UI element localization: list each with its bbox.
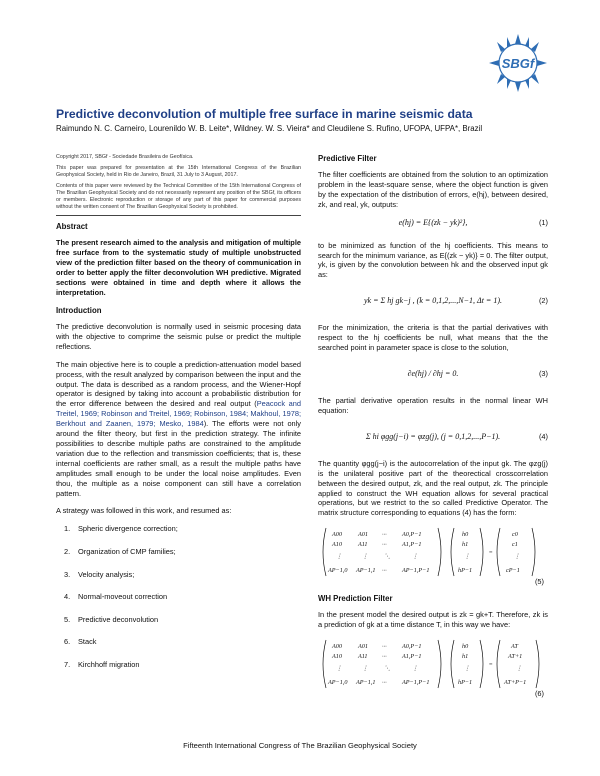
introduction-heading: Introduction: [56, 306, 102, 315]
divider: [56, 215, 301, 216]
svg-text:···: ···: [382, 643, 387, 651]
svg-text:A11: A11: [358, 541, 368, 549]
page-footer: Fifteenth International Congress of The Brazilian Geophysical Society: [183, 741, 417, 750]
paper-title: Predictive deconvolution of multiple free surface in marine seismic data: [56, 107, 473, 121]
pf-paragraph-2: to be minimized as function of the hj coefficients. This means to search for the minimum variance, as E{(zk − yk)} = 0. The filter output, yk, is given by the convolution between hk and the observed input gk as:: [318, 240, 548, 280]
svg-text:h1: h1: [462, 653, 469, 661]
list-item: 1. Spheric divergence correction;: [64, 524, 178, 534]
svg-text:A11: A11: [358, 653, 368, 661]
svg-text:c1: c1: [512, 541, 518, 549]
svg-text:A01: A01: [358, 531, 368, 539]
svg-text:h0: h0: [462, 531, 469, 539]
svg-text:=: =: [489, 661, 493, 669]
equation-2: yk = Σ hj gk−j , (k = 0,1,2,...,N−1, Δt = 1). (2): [364, 296, 548, 306]
svg-text:A0,P−1: A0,P−1: [402, 531, 422, 539]
svg-text:AP−1,P−1: AP−1,P−1: [402, 567, 430, 575]
svg-text:⋮: ⋮: [514, 553, 521, 561]
list-item: 5. Predictive deconvolution: [64, 614, 159, 624]
svg-text:A1,P−1: A1,P−1: [402, 541, 422, 549]
svg-text:⋮: ⋮: [412, 665, 419, 673]
svg-text:h1: h1: [462, 541, 469, 549]
svg-text:AT+1: AT+1: [508, 653, 523, 661]
predictive-filter-heading: Predictive Filter: [318, 154, 377, 163]
intro-paragraph-2-a: The main objective here is to couple a prediction-attenuation model based process, with the result analyzed by comparison between the input and the output. The data is described as a random process, and the Wiener-Hopf operator is designed by taking into account a probabilistic distribution for the error difference between the desired and real output (: [56, 359, 301, 409]
svg-text:=: =: [489, 549, 493, 557]
wh-paragraph-1: In the present model the desired output is zk = gk+T. Therefore, zk is a prediction of gk at a time distance T, in this way we have:: [318, 610, 548, 630]
svg-text:AP−1,0: AP−1,0: [328, 567, 348, 575]
svg-text:A00: A00: [332, 531, 342, 539]
list-item: 2. Organization of CMP families;: [64, 546, 176, 556]
intro-paragraph-2-b: ). The efforts were not only around the filter theory, but first in the prediction strategy. The infinite possibilities to describe multiple paths are constrained to the amplitude variation due to the reflection and transmission coefficients; that is, these internal coefficients are rather small, as a result the multiple paths have amplitudes small enough to be under the local noise amplitudes. Even thou, the multiple as a noise component can still have a correlation pattern.: [56, 419, 302, 498]
svg-text:⋮: ⋮: [362, 553, 369, 561]
pf-paragraph-4: The partial derivative operation results in the normal linear WH equation:: [318, 395, 548, 415]
svg-text:···: ···: [382, 679, 387, 687]
svg-text:AT+P−1: AT+P−1: [504, 679, 527, 687]
svg-text:···: ···: [382, 531, 387, 539]
svg-text:AP−1,P−1: AP−1,P−1: [402, 679, 430, 687]
svg-text:hP−1: hP−1: [458, 679, 473, 687]
svg-text:AT: AT: [511, 643, 518, 651]
svg-text:cP−1: cP−1: [506, 567, 520, 575]
svg-text:AP−1,0: AP−1,0: [328, 679, 348, 687]
svg-text:A1,P−1: A1,P−1: [402, 653, 422, 661]
svg-text:AP−1,1: AP−1,1: [356, 679, 376, 687]
equation-3: ∂e(hj) / ∂hj = 0. (3): [407, 368, 548, 378]
svg-text:A0,P−1: A0,P−1: [402, 643, 422, 651]
matrix-equation-5: A00 A01 ··· A0,P−1 A10 A11 ··· A1,P−1 ⋮ ⋮ ⋱ ⋮ AP−1,0 AP−1,1 ··· AP−1,P−1 h0 h1 ⋮ hP−1 = c0 c1 ⋮ cP−1 (5): [318, 526, 548, 578]
svg-text:AP−1,1: AP−1,1: [356, 567, 376, 575]
svg-text:hP−1: hP−1: [458, 567, 473, 575]
right-column: [318, 154, 548, 699]
abstract-text: The present research aimed to the analysis and mitigation of multiple free surface from to the systematic study of multiple unobstructed view of the prediction filter based on the theory of communication in order to better apply the filter deconvolution WH predictive. Migrated sections were obtained in time and depth where it allows the interpretation.: [56, 238, 301, 297]
pf-paragraph-5: The quantity φgg(j−i) is the autocorrelation of the input gk. The φzg(j) is the unilateral positive part of the theorectical crosscorrelation between the desired output, zk, and the real output, zk. The principle applied to construct the WH equation allows for several practical operations, but we restrict to the so called Predictive Operator. The matrix structure corresponding to equations (4) has the form:: [318, 458, 548, 518]
svg-text:A00: A00: [332, 643, 342, 651]
citation-links[interactable]: Peacock and Treitel, 1969; Robinson and Treitel, 1969; Robinson, 1984; Makhoul, 1978; Berkhout and Zaanen, 1979; Mesko, 1984: [56, 399, 301, 429]
svg-text:⋱: ⋱: [384, 553, 391, 561]
list-item: 4. Normal-moveout correction: [64, 592, 168, 602]
svg-text:⋮: ⋮: [516, 665, 523, 673]
left-column: [56, 154, 301, 682]
svg-text:⋮: ⋮: [464, 665, 471, 673]
svg-text:A10: A10: [332, 541, 342, 549]
copyright-line: Copyright 2017, SBGf - Sociedade Brasileira de Geofísica.: [56, 154, 194, 160]
svg-text:c0: c0: [512, 531, 518, 539]
svg-text:A01: A01: [358, 643, 368, 651]
pf-paragraph-1: The filter coefficients are obtained from the solution to an optimization problem in the least-square sense, where the object function is given by the expectation of the distribution of errors, e(hj), between desired, zk, and real, yk, outputs:: [318, 170, 548, 209]
list-item: 3. Velocity analysis;: [64, 569, 135, 579]
svg-text:⋮: ⋮: [362, 665, 369, 673]
svg-text:···: ···: [382, 653, 387, 661]
paper-authors: Raimundo N. C. Carneiro, Lourenildo W. B. Leite*, Wildney. W. S. Vieira* and Cleudilene S. Rufino, UFOPA, UFPA*, Brazil: [56, 124, 483, 133]
wh-filter-heading: WH Prediction Filter: [318, 594, 393, 604]
list-item: 7. Kirchhoff migration: [64, 659, 140, 669]
svg-text:⋱: ⋱: [384, 665, 391, 673]
svg-text:A10: A10: [332, 653, 342, 661]
presentation-note: This paper was prepared for presentation at the 15th International Congress of the Brazilian Geophysical Society, held in Rio de Janeiro, Brazil, 31 July to 3 August, 2017.: [56, 165, 301, 178]
list-item: 6. Stack: [64, 637, 97, 647]
svg-text:···: ···: [382, 567, 387, 575]
sbgf-logo: [485, 32, 551, 94]
abstract-heading: Abstract: [56, 222, 88, 231]
review-note: Contents of this paper were reviewed by the Technical Committee of the 15th International Congress of The Brazilian Geophysical Society and do not necessarily represent any position of the SBGf, its officers or members. Electronic reproduction or storage of any part of this paper for commercial purposes without the written consent of The Brazilian Geophysical Society is prohibited.: [56, 183, 301, 210]
svg-text:⋮: ⋮: [336, 665, 343, 673]
equation-1: e(hj) = E{(zk − yk)²}, (1): [398, 217, 548, 227]
strategy-list: [56, 524, 301, 670]
svg-text:⋮: ⋮: [412, 553, 419, 561]
intro-paragraph-2: [56, 360, 301, 499]
svg-text:h0: h0: [462, 643, 469, 651]
pf-paragraph-3: For the minimization, the criteria is that the partial derivatives with respect to the hj coefficients be null, what means that the the searched point in parameter space is close to the solution,: [318, 323, 548, 353]
matrix-equation-6: A00 A01 ··· A0,P−1 A10 A11 ··· A1,P−1 ⋮ ⋮ ⋱ ⋮ AP−1,0 AP−1,1 ··· AP−1,P−1 h0 h1 ⋮ hP−1 = AT AT+1 ⋮ AT+P−1 (6): [318, 638, 548, 690]
intro-paragraph-1: The predictive deconvolution is normally used in seismic procesing data with the objective to comprime the seismic pulse or predict the multiple reflections.: [56, 322, 301, 351]
intro-paragraph-3: A strategy was followed in this work, and resumed as:: [56, 506, 232, 516]
logo-text: SBGf: [501, 56, 535, 71]
svg-text:⋮: ⋮: [336, 553, 343, 561]
equation-4: Σ hi φgg(j−i) = φzg(j), (j = 0,1,2,...,P−1). (4): [365, 431, 548, 441]
svg-text:⋮: ⋮: [464, 553, 471, 561]
svg-text:···: ···: [382, 541, 387, 549]
